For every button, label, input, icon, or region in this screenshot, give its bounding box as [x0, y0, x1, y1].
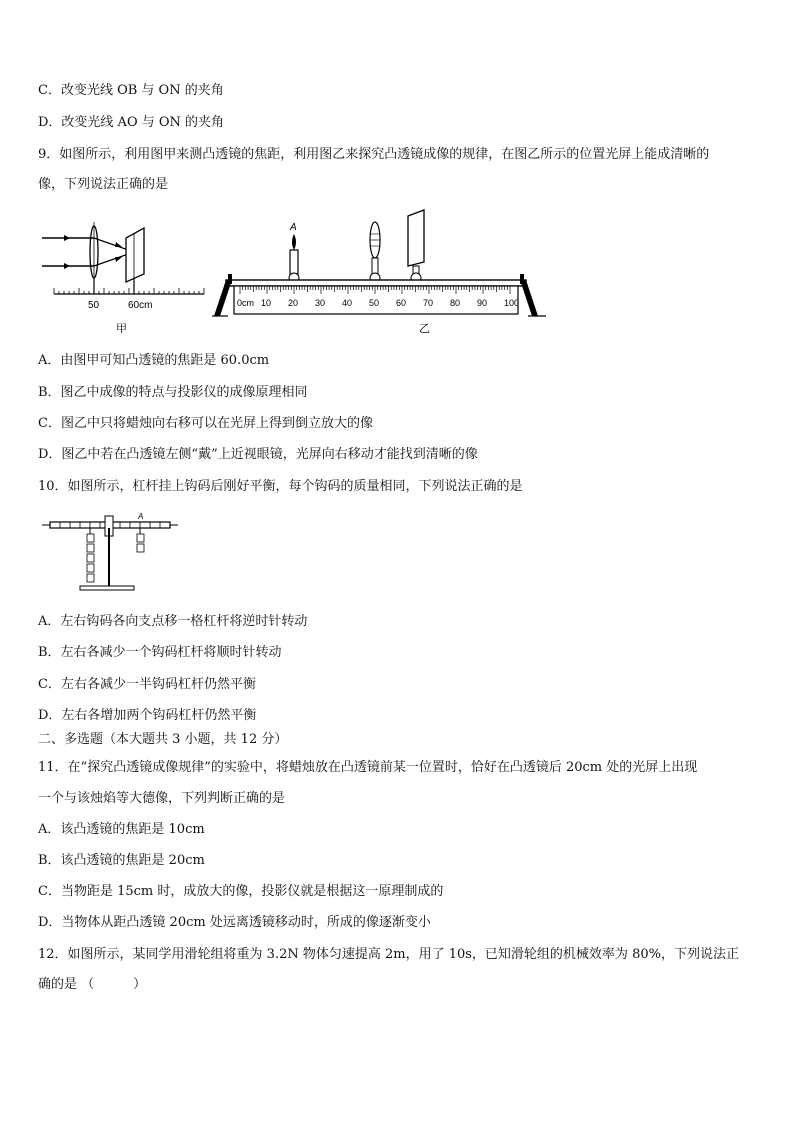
q8-option-d: D．改变光线 AO 与 ON 的夹角 [38, 115, 225, 130]
q12-stem-line2: 确的是 （ ） [38, 977, 147, 992]
jia-caption: 甲 [116, 323, 127, 335]
q9-option-a: A．由图甲可知凸透镜的焦距是 60.0cm [38, 353, 270, 368]
bench-label: 90 [477, 298, 488, 308]
section-heading: 二、多选题（本大题共 3 小题，共 12 分） [38, 732, 288, 747]
q9-option-c: C．图乙中只将蜡烛向右移可以在光屏上得到倒立放大的像 [38, 416, 373, 431]
bench-label: 80 [450, 298, 461, 308]
q11-option-a: A．该凸透镜的焦距是 10cm [38, 822, 205, 837]
bench-label: 100 [504, 298, 520, 308]
q9-stem-line2: 像，下列说法正确的是 [38, 177, 169, 192]
q9-option-b: B．图乙中成像的特点与投影仪的成像原理相同 [38, 385, 308, 400]
q11-option-b: B．该凸透镜的焦距是 20cm [38, 853, 205, 868]
q10-option-d: D．左右各增加两个钩码杠杆仍然平衡 [38, 708, 257, 723]
bench-label: 60 [396, 298, 407, 308]
q9-stem-line1: 9．如图所示，利用图甲来测凸透镜的焦距，利用图乙来探究凸透镜成像的规律，在图乙所示的位置光屏上能成清晰的 [38, 147, 710, 162]
jia-tick-60: 60cm [128, 300, 153, 311]
q12-stem-line1: 12．如图所示，某同学用滑轮组将重为 3.2N 物体匀速提高 2m，用了 10s，已知滑轮组的机械效率为 80%，下列说法正 [38, 947, 739, 962]
q11-option-d: D．当物体从距凸透镜 20cm 处远离透镜移动时，所成的像逐渐变小 [38, 915, 431, 930]
q10-option-b: B．左右各减少一个钩码杠杆将顺时针转动 [38, 645, 282, 660]
figure-lever [40, 508, 180, 594]
bench-label: 40 [342, 298, 353, 308]
q8-option-c: C．改变光线 OB 与 ON 的夹角 [38, 83, 224, 98]
q11-option-c: C．当物距是 15cm 时，成放大的像，投影仪就是根据这一原理制成的 [38, 884, 444, 899]
yi-caption: 乙 [419, 323, 430, 335]
figure-yi-optical-bench [212, 204, 548, 338]
candle-label: A [290, 222, 297, 233]
lever-label: A [138, 512, 144, 521]
q11-stem-line1: 11．在“探究凸透镜成像规律”的实验中，将蜡烛放在凸透镜前某一位置时，恰好在凸透镜后 20cm 处的光屏上出现 [38, 760, 698, 775]
bench-label: 10 [261, 298, 272, 308]
q10-option-a: A．左右钩码各向支点移一格杠杆将逆时针转动 [38, 614, 308, 629]
bench-label: 0cm [237, 298, 255, 308]
bench-label: 20 [288, 298, 299, 308]
q9-option-d: D．图乙中若在凸透镜左侧“戴”上近视眼镜，光屏向右移动才能找到清晰的像 [38, 447, 478, 462]
bench-label: 30 [315, 298, 326, 308]
q10-stem: 10．如图所示，杠杆挂上钩码后刚好平衡，每个钩码的质量相同，下列说法正确的是 [38, 479, 523, 494]
q11-stem-line2: 一个与该烛焰等大德像，下列判断正确的是 [38, 791, 286, 806]
figure-jia-focal-length [38, 212, 208, 340]
bench-label: 70 [423, 298, 434, 308]
q10-option-c: C．左右各减少一半钩码杠杆仍然平衡 [38, 677, 256, 692]
jia-tick-50: 50 [88, 300, 100, 311]
bench-label: 50 [369, 298, 380, 308]
